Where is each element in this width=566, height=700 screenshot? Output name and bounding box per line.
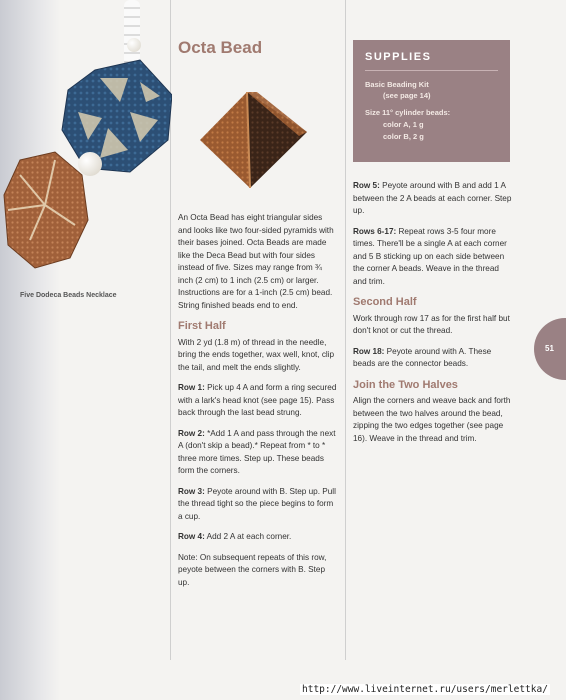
supply-color-a: color A, 1 g: [383, 120, 424, 129]
row-label: Row 4:: [178, 532, 205, 541]
page-title: Octa Bead: [178, 38, 263, 57]
instructions-column-middle: [178, 212, 338, 597]
row-label: Row 2:: [178, 428, 205, 438]
supplies-box: [353, 40, 510, 162]
row-5-step: [353, 180, 513, 218]
row-18-step: [353, 346, 513, 371]
second-half-paragraph: Work through row 17 as for the first half but don't knot or cut the thread.: [353, 313, 510, 335]
section-heading-second-half: Second Half: [353, 296, 417, 308]
thread-paragraph: With 2 yd (1.8 m) of thread in the needle, bring the ends together, wax well, knot, clip the tail, and melt the ends slightly.: [178, 337, 335, 372]
section-heading-first-half: First Half: [178, 320, 226, 332]
row-label: Row 1:: [178, 383, 205, 392]
row-4-step: [178, 531, 338, 544]
row-text: Peyote around with A. These beads are the connector beads.: [353, 346, 492, 368]
note-paragraph: Note: On subsequent repeats of this row, peyote between the corners with B. Step up.: [178, 552, 327, 587]
supply-beads: Size 11° cylinder beads:: [365, 108, 451, 117]
section-heading-join: Join the Two Halves: [353, 378, 458, 391]
row-text: *Add 1 A and pass through the next A (don't skip a bead).* Repeat from * to * three more times. Step up. These beads form the corners.: [178, 428, 336, 475]
column-rule: [345, 0, 346, 660]
row-label: Row 18:: [353, 346, 385, 356]
row-text: Peyote around with B. Step up. Pull the thread tight so the piece begins to form a cup.: [178, 486, 336, 521]
supply-kit-ref: (see page 14): [383, 91, 431, 100]
row-text: Repeat rows 3-5 four more times. There'll be a single A at each corner and 5 B sticking up on each side between the corner A beads. Weave in the thread and trim.: [353, 226, 507, 286]
necklace-photo: [0, 0, 172, 300]
row-text: Pick up 4 A and form a ring secured with a lark's head knot (see page 15). Pass back through the last bead strung.: [178, 383, 337, 417]
row-text: Add 2 A at each corner.: [204, 532, 292, 541]
row-2-step: [178, 428, 338, 478]
supply-kit: Basic Beading Kit: [365, 80, 429, 89]
supply-color-b: color B, 2 g: [383, 132, 424, 141]
row-text: Peyote around with B and add 1 A between the 2 A beads at each corner. Step up.: [353, 181, 512, 215]
page-number: 51: [545, 344, 554, 353]
intro-paragraph: An Octa Bead has eight triangular sides and looks like two four-sided pyramids with their bases joined. Octa Beads are made like the Deca Bead but with four sides instead of five. Sizes may range from ¾ inch (2 cm) to 1 inch (2.5 cm) or larger. Instructions are for a 1-inch (2.5 cm) bead. String finished beads end to end.: [178, 213, 334, 310]
supplies-title: SUPPLIES: [365, 51, 432, 63]
photo-caption: Five Dodeca Beads Necklace: [20, 292, 117, 299]
octa-bead-photo: [195, 90, 315, 190]
rows-6-17-step: [353, 226, 513, 289]
instructions-column-right: [353, 180, 513, 453]
join-paragraph: Align the corners and weave back and forth between the two halves around the bead, zipping the two edges together (see page 16). Weave in the thread and trim.: [353, 396, 511, 443]
row-label: Row 3:: [178, 486, 205, 496]
row-label: Row 5:: [353, 181, 380, 190]
row-1-step: [178, 382, 338, 420]
row-3-step: [178, 486, 338, 524]
supplies-divider: [365, 70, 498, 71]
source-url-watermark: http://www.liveinternet.ru/users/merlettka/: [302, 684, 548, 695]
copper-dodeca-bead: [0, 0, 172, 300]
row-label: Rows 6-17:: [353, 226, 397, 236]
